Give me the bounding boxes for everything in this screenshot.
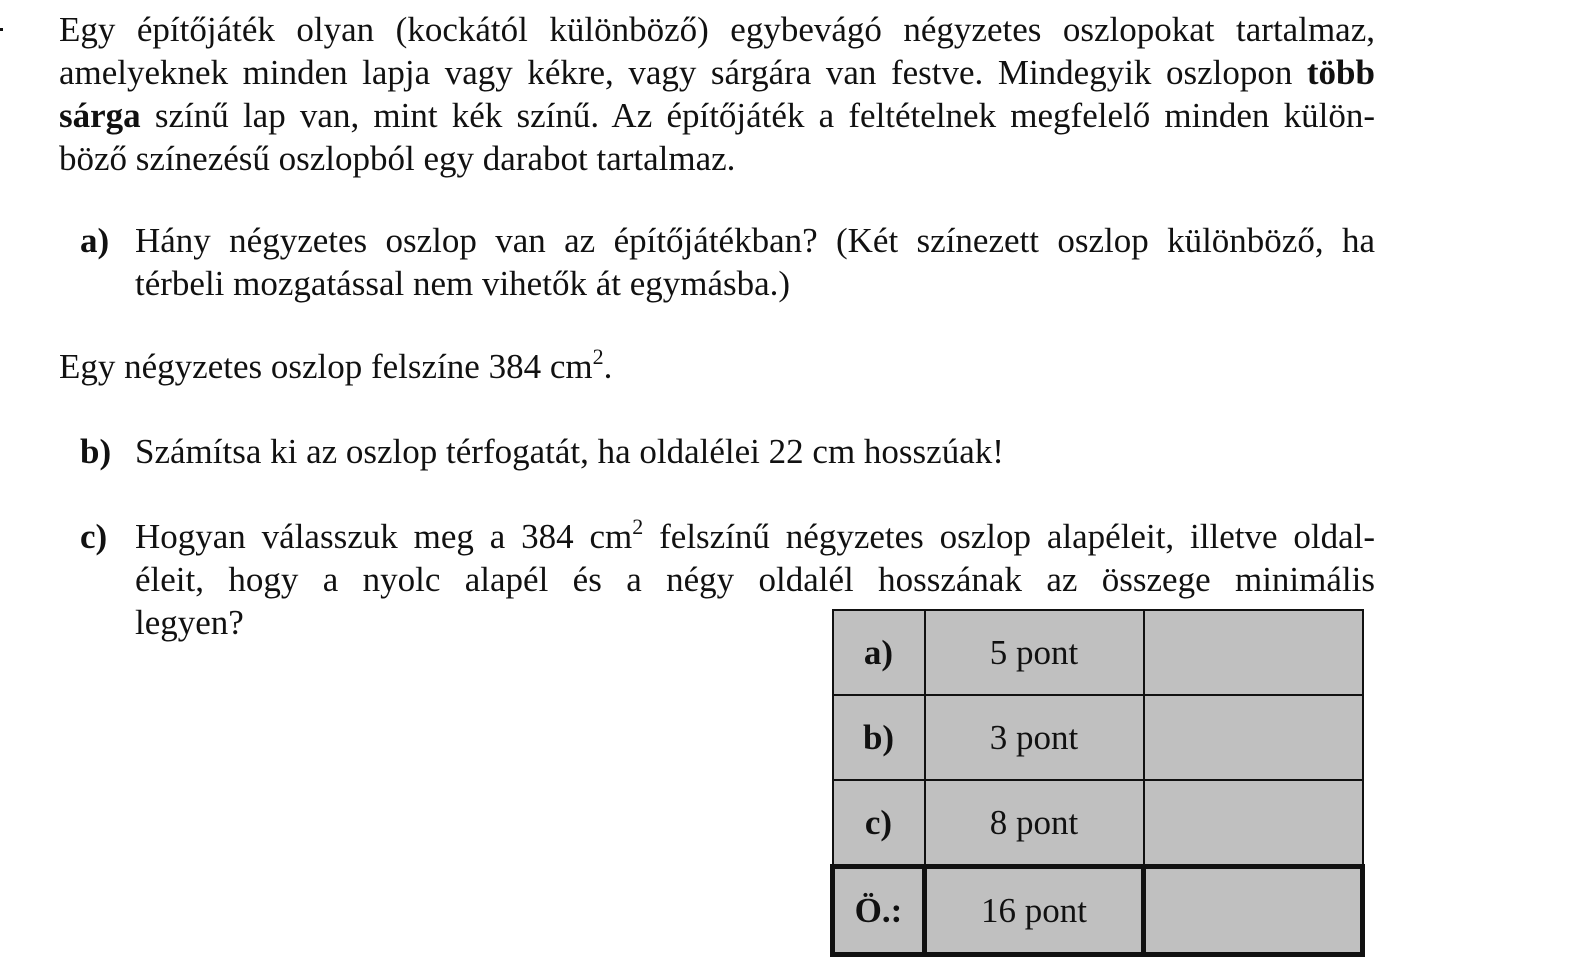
intro-bold-sarga: sárga [59, 96, 141, 135]
score-max-points: 8 pont [925, 780, 1144, 867]
score-max-points: 3 pont [925, 695, 1144, 780]
intro-bold-tobb: több [1306, 53, 1375, 92]
part-c-line-1 [135, 515, 1375, 558]
score-row-c [833, 780, 1363, 867]
part-a-label: a) [80, 221, 110, 260]
score-row-b [833, 695, 1363, 780]
part-c-label: c) [80, 517, 108, 556]
part-c-line-1-text: Hogyan válasszuk meg a 384 cm [135, 517, 633, 556]
score-earned-cell[interactable] [1144, 695, 1363, 780]
problem-intro [59, 8, 1375, 180]
intro-line-3-text: színű lap van, mint kék színű. Az építőjáték a feltételnek megfelelő minden külön- [140, 96, 1375, 135]
intro-line-3 [59, 94, 1375, 137]
part-b-label: b) [80, 432, 112, 471]
score-table [830, 609, 1365, 957]
score-part-label: b) [833, 695, 925, 780]
score-earned-cell[interactable] [1144, 610, 1363, 695]
statement-sup: 2 [592, 344, 604, 369]
score-max-points: 5 pont [925, 610, 1144, 695]
part-a-line-1: Hány négyzetes oszlop van az építőjátékban? (Két színezett oszlop különböző, ha [135, 221, 1375, 260]
part-c-line-3: legyen? [135, 603, 244, 642]
score-part-label: a) [833, 610, 925, 695]
part-c-sup: 2 [632, 514, 644, 539]
part-c-line-1-rest: felszínű négyzetes oszlop alapéleit, illetve oldal- [643, 517, 1376, 556]
margin-mark [0, 28, 3, 31]
intro-line-4: böző színezésű oszlopból egy darabot tartalmaz. [59, 139, 736, 178]
score-total-earned-cell[interactable] [1144, 867, 1363, 955]
statement-text: Egy négyzetes oszlop felszíne 384 cm [59, 347, 593, 386]
part-a-text [135, 219, 1375, 305]
score-earned-cell[interactable] [1144, 780, 1363, 867]
part-b-line-1: Számítsa ki az oszlop térfogatát, ha oldalélei 22 cm hosszúak! [135, 432, 1004, 471]
part-b-text [135, 430, 1375, 473]
part-c-line-2: éleit, hogy a nyolc alapél és a négy oldalél hosszának az összege minimális [135, 560, 1375, 599]
statement-end: . [603, 347, 613, 386]
intro-line-2 [59, 51, 1375, 94]
score-total-points: 16 pont [925, 867, 1144, 955]
score-row-a [833, 610, 1363, 695]
part-a-line-2: térbeli mozgatással nem vihetők át egymásba.) [135, 264, 791, 303]
intro-line-1: Egy építőjáték olyan (kockától különböző) egybevágó négyzetes oszlopokat tartalmaz, [59, 10, 1375, 49]
statement [59, 345, 612, 388]
score-total-label: Ö.: [833, 867, 925, 955]
intro-line-2-text: amelyeknek minden lapja vagy kékre, vagy sárgára van festve. Mindegyik oszlopon [59, 53, 1307, 92]
score-part-label: c) [833, 780, 925, 867]
score-row-total [833, 867, 1363, 955]
